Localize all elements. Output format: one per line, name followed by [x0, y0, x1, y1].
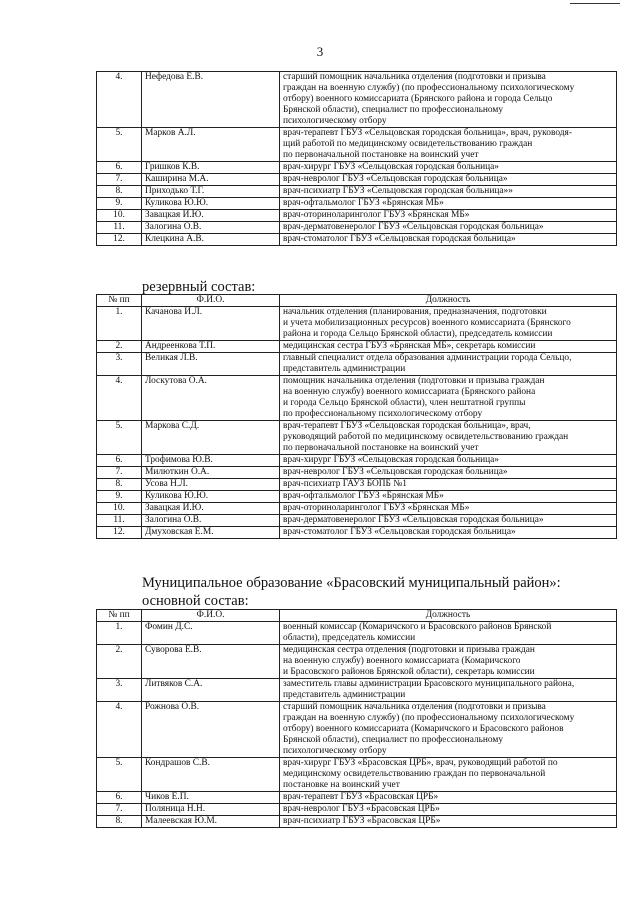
position-line: врач-оториноларинголог ГБУЗ «Брянская МБ»: [283, 210, 470, 220]
position-line: медицинскому освидетельствованию граждан по первоначальной: [283, 769, 546, 779]
position-line: врач-психиатр ГБУЗ «Брасовская ЦРБ»: [283, 816, 441, 826]
position-line: и города Сельцо Брянской области), член нештатной группы: [283, 398, 526, 408]
reserve-caption: резервный состав:: [142, 279, 256, 295]
table-row: [97, 186, 617, 198]
position-cell: [280, 307, 617, 341]
table-row: [97, 702, 617, 758]
person-name: Гришков К.В.: [142, 162, 280, 174]
row-number: 9.: [97, 198, 142, 210]
position-cell: [280, 376, 617, 421]
position-line: врач-хирург ГБУЗ «Брасовская ЦРБ», врач, руководящий работой по: [283, 758, 558, 768]
row-number: 4.: [97, 702, 142, 758]
table-row: [97, 491, 617, 503]
table-header-row: [97, 610, 617, 622]
person-name: Лоскутова О.А.: [142, 376, 280, 421]
person-name: Дмуховская Е.М.: [142, 527, 280, 539]
row-number: 6.: [97, 162, 142, 174]
person-name: Завацкая И.Ю.: [142, 503, 280, 515]
position-cell: [280, 421, 617, 455]
position-line: психологическому отбору: [283, 116, 387, 126]
table-header-row: [97, 295, 617, 307]
position-line: постановке на воинский учет: [283, 780, 400, 790]
row-number: 5.: [97, 128, 142, 162]
position-line: врач-невролог ГБУЗ «Брасовская ЦРБ»: [283, 804, 440, 814]
table-row: [97, 174, 617, 186]
person-name: Залогина О.В.: [142, 222, 280, 234]
person-name: Залогина О.В.: [142, 515, 280, 527]
position-line: врач-оториноларинголог ГБУЗ «Брянская МБ»: [283, 503, 470, 513]
position-line: медицинская сестра отделения (подготовки и призыва граждан: [283, 645, 535, 655]
main-composition-caption: основной состав:: [142, 593, 249, 609]
row-number: 8.: [97, 479, 142, 491]
table-row: [97, 353, 617, 376]
row-number: 7.: [97, 804, 142, 816]
person-name: Рожнова О.В.: [142, 702, 280, 758]
position-line: психологическому отбору: [283, 746, 387, 756]
row-number: 11.: [97, 222, 142, 234]
row-number: 11.: [97, 515, 142, 527]
position-line: врач-офтальмолог ГБУЗ «Брянская МБ»: [283, 198, 444, 208]
position-line: медицинская сестра ГБУЗ «Брянская МБ», секретарь комиссии: [283, 341, 536, 351]
position-cell: [280, 679, 617, 702]
person-name: Куликова Ю.Ю.: [142, 491, 280, 503]
position-cell: [280, 222, 617, 234]
position-line: по профессиональному психологическому отбору: [283, 409, 483, 419]
position-line: руководящий работой по медицинскому освидетельствованию граждан: [283, 432, 569, 442]
position-line: врач-стоматолог ГБУЗ «Сельцовская городская больница»: [283, 527, 516, 537]
position-line: щий работой по медицинскому освидетельствованию граждан: [283, 139, 533, 149]
row-number: 2.: [97, 645, 142, 679]
position-line: области), председатель комиссии: [283, 633, 416, 643]
table-row: [97, 128, 617, 162]
table-row: [97, 503, 617, 515]
position-line: по первоначальной постановке на воинский учет: [283, 443, 479, 453]
person-name: Трофимова Ю.В.: [142, 455, 280, 467]
table-row: [97, 72, 617, 128]
position-cell: [280, 353, 617, 376]
table-row: [97, 816, 617, 828]
table-row: [97, 679, 617, 702]
person-name: Приходько Т.Г.: [142, 186, 280, 198]
position-line: врач-хирург ГБУЗ «Сельцовская городская больница»: [283, 455, 499, 465]
person-name: Великая Л.В.: [142, 353, 280, 376]
position-line: врач-психиатр ГАУЗ БОПБ №1: [283, 479, 407, 489]
position-line: врач-терапевт ГБУЗ «Брасовская ЦРБ»: [283, 792, 439, 802]
person-name: Кондрашов С.В.: [142, 758, 280, 792]
position-line: района и города Сельцо Брянской области), председатель комиссии: [283, 329, 553, 339]
position-line: заместитель главы администрации Брасовского муниципального района,: [283, 679, 575, 689]
page-number: 3: [316, 44, 324, 59]
position-line: помощник начальника отделения (подготовки и призыва граждан: [283, 376, 545, 386]
table-row: [97, 467, 617, 479]
row-number: 6.: [97, 792, 142, 804]
row-number: 8.: [97, 186, 142, 198]
position-cell: [280, 479, 617, 491]
table-row: [97, 421, 617, 455]
position-cell: [280, 816, 617, 828]
table-row: [97, 645, 617, 679]
position-line: отбору) военного комиссариата (Комаричского и Брасовского районов: [283, 724, 564, 734]
table-row: [97, 307, 617, 341]
row-number: 3.: [97, 353, 142, 376]
row-number: 7.: [97, 174, 142, 186]
col-header-number: № пп: [97, 610, 142, 622]
position-line: отбору) военного комиссариата (Брянского района и города Сельцо: [283, 94, 553, 104]
table-row: [97, 622, 617, 645]
position-cell: [280, 341, 617, 353]
table-row: [97, 234, 617, 246]
position-line: главный специалист отдела образования администрации города Сельцо,: [283, 353, 572, 363]
table-row: [97, 162, 617, 174]
row-number: 5.: [97, 421, 142, 455]
position-line: старший помощник начальника отделения (подготовки и призыва: [283, 72, 546, 82]
row-number: 5.: [97, 758, 142, 792]
person-name: Андреенкова Т.П.: [142, 341, 280, 353]
person-name: Малеевская Ю.М.: [142, 816, 280, 828]
position-cell: [280, 210, 617, 222]
position-cell: [280, 72, 617, 128]
table-row: [97, 758, 617, 792]
position-line: и учета мобилизационных ресурсов) военного комиссариата (Брянского: [283, 318, 571, 328]
position-cell: [280, 622, 617, 645]
position-line: врач-психиатр ГБУЗ «Сельцовская городская больница»»: [283, 186, 513, 196]
row-number: 7.: [97, 467, 142, 479]
row-number: 3.: [97, 679, 142, 702]
position-cell: [280, 792, 617, 804]
position-line: врач-стоматолог ГБУЗ «Сельцовская городская больница»: [283, 234, 516, 244]
position-line: представитель администрации: [283, 364, 406, 374]
position-line: врач-дерматовенеролог ГБУЗ «Сельцовская городская больница»: [283, 515, 544, 525]
municipality-caption: Муниципальное образование «Брасовский муниципальный район»:: [142, 575, 561, 591]
position-line: врач-хирург ГБУЗ «Сельцовская городская больница»: [283, 162, 499, 172]
position-cell: [280, 758, 617, 792]
position-line: граждан на военную службу) (по профессиональному психологическому: [283, 83, 575, 93]
row-number: 8.: [97, 816, 142, 828]
position-cell: [280, 515, 617, 527]
position-cell: [280, 234, 617, 246]
position-line: Брянской области), специалист по профессиональному: [283, 735, 504, 745]
table-row: [97, 376, 617, 421]
row-number: 10.: [97, 210, 142, 222]
row-number: 9.: [97, 491, 142, 503]
position-line: военный комиссар (Комаричского и Брасовского районов Брянской: [283, 622, 552, 632]
col-header-name: Ф.И.О.: [142, 295, 280, 307]
col-header-position: Должность: [280, 295, 617, 307]
position-cell: [280, 702, 617, 758]
commission-table-brasovsky: [96, 609, 617, 828]
position-line: врач-невролог ГБУЗ «Сельцовская городская больница»: [283, 174, 508, 184]
person-name: Литвяков С.А.: [142, 679, 280, 702]
table-row: [97, 515, 617, 527]
table-row: [97, 198, 617, 210]
row-number: 2.: [97, 341, 142, 353]
row-number: 4.: [97, 376, 142, 421]
person-name: Фомин Д.С.: [142, 622, 280, 645]
table-row: [97, 479, 617, 491]
position-cell: [280, 186, 617, 198]
person-name: Чиков Е.П.: [142, 792, 280, 804]
position-cell: [280, 162, 617, 174]
position-line: старший помощник начальника отделения (подготовки и призыва: [283, 702, 546, 712]
position-line: и Брасовского районов Брянской области), секретарь комиссии: [283, 667, 535, 677]
position-cell: [280, 467, 617, 479]
table-row: [97, 455, 617, 467]
table-row: [97, 792, 617, 804]
col-header-name: Ф.И.О.: [142, 610, 280, 622]
person-name: Поляница Н.Н.: [142, 804, 280, 816]
row-number: 4.: [97, 72, 142, 128]
person-name: Завацкая И.Ю.: [142, 210, 280, 222]
position-cell: [280, 198, 617, 210]
position-line: врач-невролог ГБУЗ «Сельцовская городская больница»: [283, 467, 508, 477]
person-name: Качанова И.Л.: [142, 307, 280, 341]
position-cell: [280, 503, 617, 515]
position-cell: [280, 804, 617, 816]
person-name: Усова Н.Л.: [142, 479, 280, 491]
person-name: Милюткин О.А.: [142, 467, 280, 479]
table-row: [97, 341, 617, 353]
row-number: 12.: [97, 234, 142, 246]
position-line: врач-терапевт ГБУЗ «Сельцовская городская больница», врач, руководя-: [283, 128, 572, 138]
col-header-number: № пп: [97, 295, 142, 307]
row-number: 1.: [97, 307, 142, 341]
position-line: по первоначальной постановке на воинский учет: [283, 150, 479, 160]
row-number: 10.: [97, 503, 142, 515]
row-number: 6.: [97, 455, 142, 467]
top-edge-line: [570, 3, 620, 4]
position-cell: [280, 455, 617, 467]
table-row: [97, 527, 617, 539]
person-name: Суворова Е.В.: [142, 645, 280, 679]
position-line: врач-офтальмолог ГБУЗ «Брянская МБ»: [283, 491, 444, 501]
person-name: Куликова Ю.Ю.: [142, 198, 280, 210]
commission-table-main-continued: [96, 71, 617, 246]
table-row: [97, 804, 617, 816]
person-name: Маркова С.Д.: [142, 421, 280, 455]
row-number: 1.: [97, 622, 142, 645]
position-cell: [280, 645, 617, 679]
position-line: врач-терапевт ГБУЗ «Сельцовская городская больница», врач,: [283, 421, 531, 431]
position-line: Брянской области), специалист по профессиональному: [283, 105, 504, 115]
person-name: Клецкина А.В.: [142, 234, 280, 246]
position-line: на военную службу) военного комиссариата (Комаричского: [283, 656, 521, 666]
row-number: 12.: [97, 527, 142, 539]
position-line: граждан на военную службу) (по профессиональному психологическому: [283, 713, 575, 723]
table-row: [97, 222, 617, 234]
person-name: Нефедова Е.В.: [142, 72, 280, 128]
position-line: на военную службу) военного комиссариата (Брянского района: [283, 387, 536, 397]
position-cell: [280, 491, 617, 503]
position-line: начальник отделения (планирования, предназначения, подготовки: [283, 307, 547, 317]
person-name: Каширина М.А.: [142, 174, 280, 186]
position-line: представитель администрации: [283, 690, 406, 700]
position-cell: [280, 527, 617, 539]
position-cell: [280, 174, 617, 186]
person-name: Марков А.Л.: [142, 128, 280, 162]
position-line: врач-дерматовенеролог ГБУЗ «Сельцовская городская больница»: [283, 222, 544, 232]
commission-table-reserve: [96, 294, 617, 539]
position-cell: [280, 128, 617, 162]
table-row: [97, 210, 617, 222]
col-header-position: Должность: [280, 610, 617, 622]
